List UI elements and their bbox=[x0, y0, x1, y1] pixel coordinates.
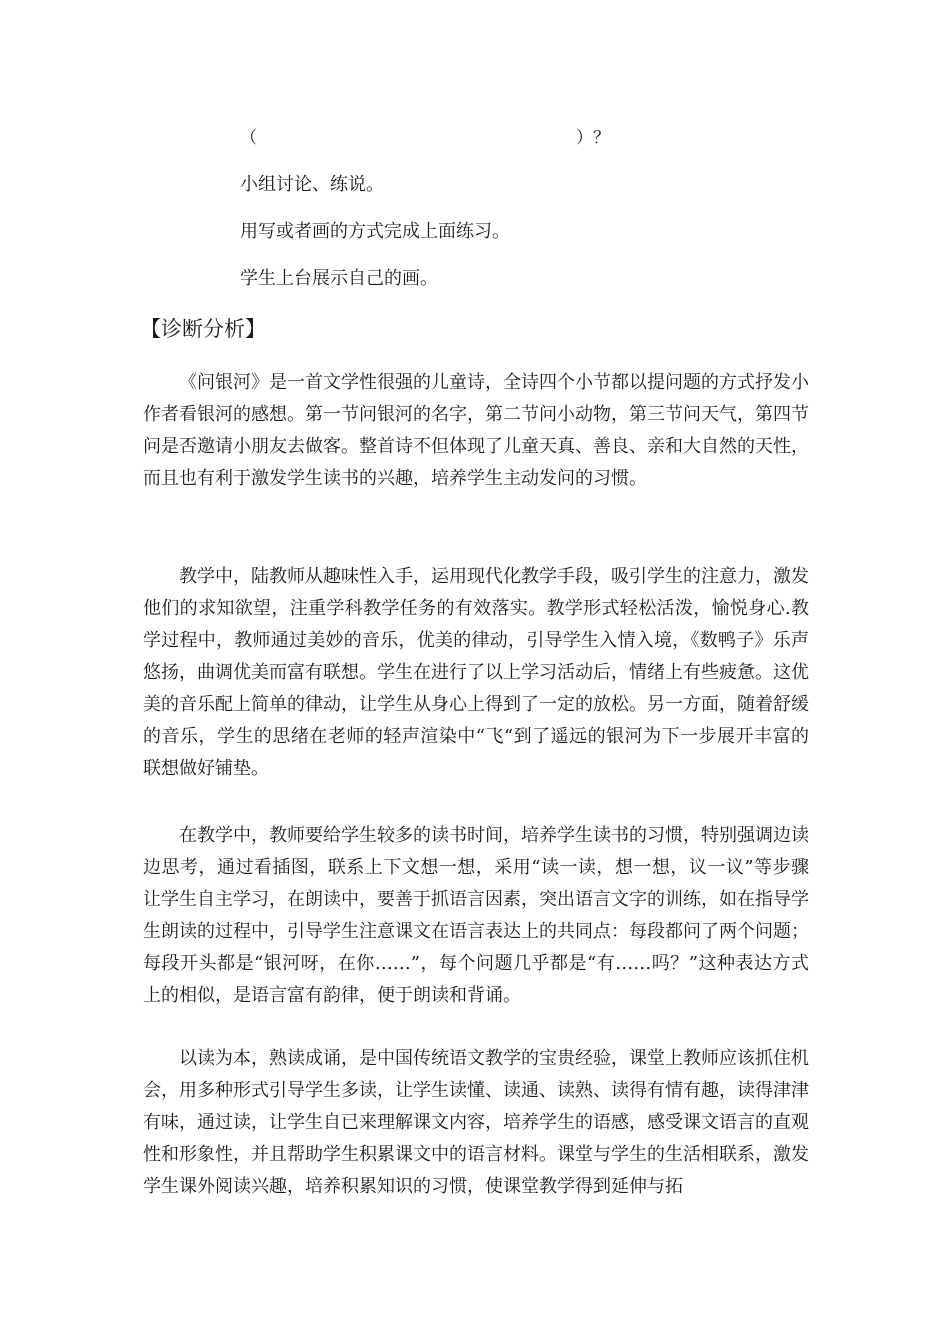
open-parenthesis: （ bbox=[240, 128, 257, 148]
activity-step-show-drawings: 学生上台展示自己的画。 bbox=[240, 268, 438, 289]
section-title-diagnostic-analysis: 【诊断分析】 bbox=[140, 317, 266, 341]
close-parenthesis-question-mark: ）？ bbox=[576, 128, 610, 148]
paragraph-reading-time: 在教学中，教师要给学生较多的读书时间，培养学生读书的习惯，特别强调边读边思考，通过看插图，联系上下文想一想，采用“读一读，想一想，议一议”等步骤让学生自主学习，在朗读中，要善于抓语言因素，突出语言文字的训练，如在指导学生朗读的过程中，引导学生注意课文在语言表达上的共同点：每段都问了两个问题；每段开头都是“银河呀，在你……”，每个问题几乎都是“有……吗？”这种表达方式上的相似，是语言富有韵律，便于朗读和背诵。 bbox=[143, 825, 809, 1006]
activity-step-write-or-draw: 用写或者画的方式完成上面练习。 bbox=[240, 221, 510, 242]
paragraph-reading-foundation: 以读为本，熟读成诵，是中国传统语文教学的宝贵经验，课堂上教师应该抓住机会，用多种形式引导学生多读，让学生读懂、读通、读熟、读得有情有趣，读得津津有味，通过读，让学生自已来理解课文内容，培养学生的语感，感受课文语言的直观性和形象性，并且帮助学生积累课文中的语言材料。课堂与学生的生活相联系，激发学生课外阅读兴趣，培养积累知识的习惯，使课堂教学得到延伸与拓 bbox=[143, 1048, 809, 1197]
paragraph-poem-summary: 《问银河》是一首文学性很强的儿童诗，全诗四个小节都以提问题的方式抒发小作者看银河的感想。第一节问银河的名字，第二节问小动物，第三节问天气，第四节问是否邀请小朋友去做客。整首诗不但体现了儿童天真、善良、亲和大自然的天性，而且也有利于激发学生读书的兴趣，培养学生主动发问的习惯。 bbox=[143, 372, 809, 489]
activity-step-discussion: 小组讨论、练说。 bbox=[240, 174, 384, 195]
paragraph-teaching-method: 教学中，陆教师从趣味性入手，运用现代化教学手段，吸引学生的注意力，激发他们的求知欲望，注重学科教学任务的有效落实。教学形式轻松活泼，愉悦身心.教学过程中，教师通过美妙的音乐，优美的律动，引导学生入情入境，《数鸭子》乐声悠扬，曲调优美而富有联想。学生在进行了以上学习活动后，情绪上有些疲惫。这优美的音乐配上简单的律动，让学生从身心上得到了一定的放松。另一方面，随着舒缓的音乐，学生的思绪在老师的轻声渲染中“飞“到了遥远的银河为下一步展开丰富的联想做好铺垫。 bbox=[143, 566, 809, 779]
fill-in-blank-question bbox=[240, 124, 620, 152]
